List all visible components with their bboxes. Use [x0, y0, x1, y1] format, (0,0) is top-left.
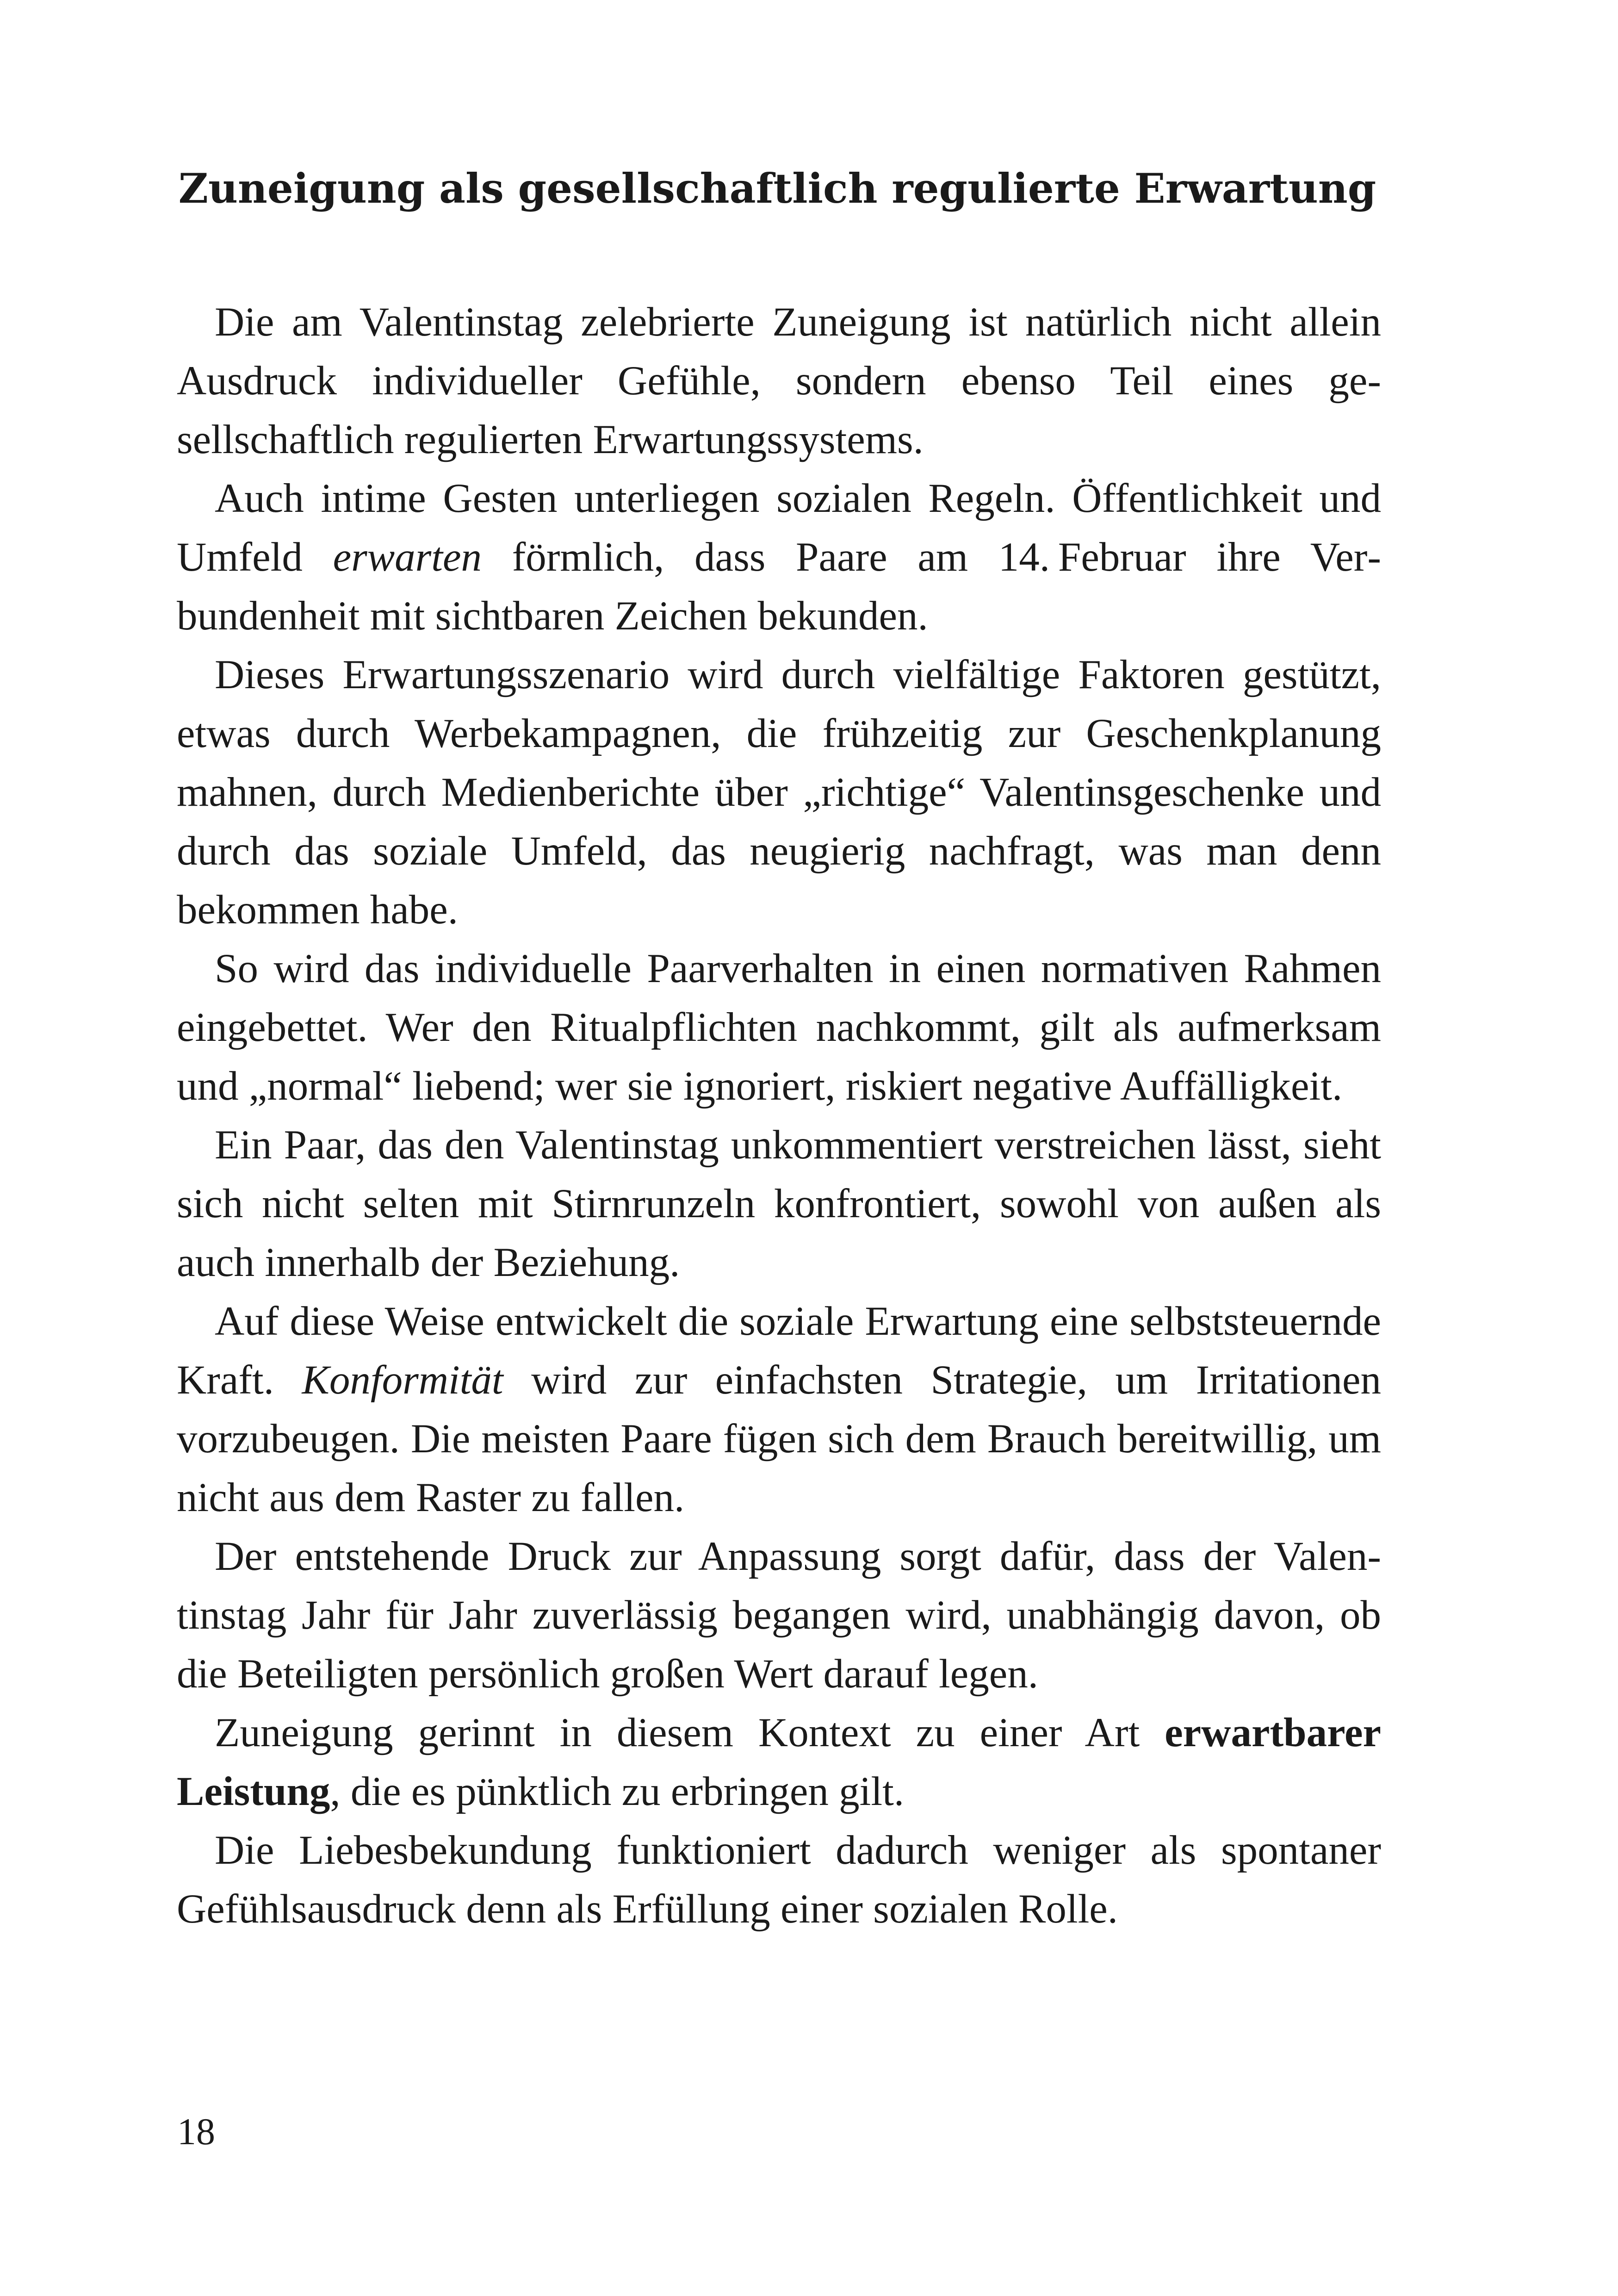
- paragraph: Zuneigung gerinnt in diesem Kontext zu einer Art erwartbarer Leistung, die es pünktlich zu erbringen gilt.: [177, 1710, 1381, 1814]
- body-text: [177, 293, 1381, 1939]
- emphasis: erwarten: [333, 535, 482, 580]
- paragraph: Dieses Erwartungsszenario wird durch vielfältige Faktoren gestützt, etwas durch Werbekampagnen, die frühzeitig zur Geschenkplanung mahnen, durch Medienberichte über „richtige“ Valentinsgeschenke und durch das soziale Umfeld, das neugierig nachfragt, was man denn bekommen habe.: [177, 652, 1381, 933]
- paragraph: Die am Valentinstag zelebrierte Zuneigung ist natürlich nicht allein Ausdruck individueller Gefühle, sondern ebenso Teil eines gesellschaftlich regulierten Erwartungssystems.: [177, 299, 1381, 462]
- page-number: 18: [177, 2110, 215, 2153]
- paragraph: Die Liebesbekundung funktioniert dadurch weniger als spontaner Gefühlsausdruck denn als Erfüllung einer sozialen Rolle.: [177, 1828, 1381, 1932]
- paragraph: Ein Paar, das den Valentinstag unkommentiert verstreichen lässt, sieht sich nicht selten mit Stirnrunzeln konfrontiert, sowohl von außen als auch innerhalb der Beziehung.: [177, 1122, 1381, 1285]
- chapter-heading: Zuneigung als gesellschaftlich regulierte Erwartung: [178, 164, 1376, 212]
- paragraph: Auch intime Gesten unterliegen sozialen Regeln. Öffentlichkeit und Umfeld erwarten förmlich, dass Paare am 14. Februar ihre Verbundenheit mit sichtbaren Zeichen bekunden.: [177, 476, 1381, 639]
- emphasis: Konformität: [302, 1357, 503, 1403]
- paragraph: Der entstehende Druck zur Anpassung sorgt dafür, dass der Valentinstag Jahr für Jahr zuverlässig begangen wird, unabhängig davon, ob die Beteiligten persönlich großen Wert darauf legen.: [177, 1534, 1381, 1697]
- paragraph: So wird das individuelle Paarverhalten in einen normativen Rahmen eingebettet. Wer den Ritualpflichten nachkommt, gilt als aufmerksam und „normal“ liebend; wer sie ignoriert, riskiert negative Auffälligkeit.: [177, 946, 1381, 1109]
- bold-term: erwartbarer Leistung: [177, 1710, 1381, 1814]
- paragraph: Auf diese Weise entwickelt die soziale Erwartung eine selbststeuernde Kraft. Konformität wird zur einfachsten Strategie, um Irritationen vorzubeugen. Die meisten Paare fügen sich dem Brauch bereitwillig, um nicht aus dem Raster zu fallen.: [177, 1299, 1381, 1520]
